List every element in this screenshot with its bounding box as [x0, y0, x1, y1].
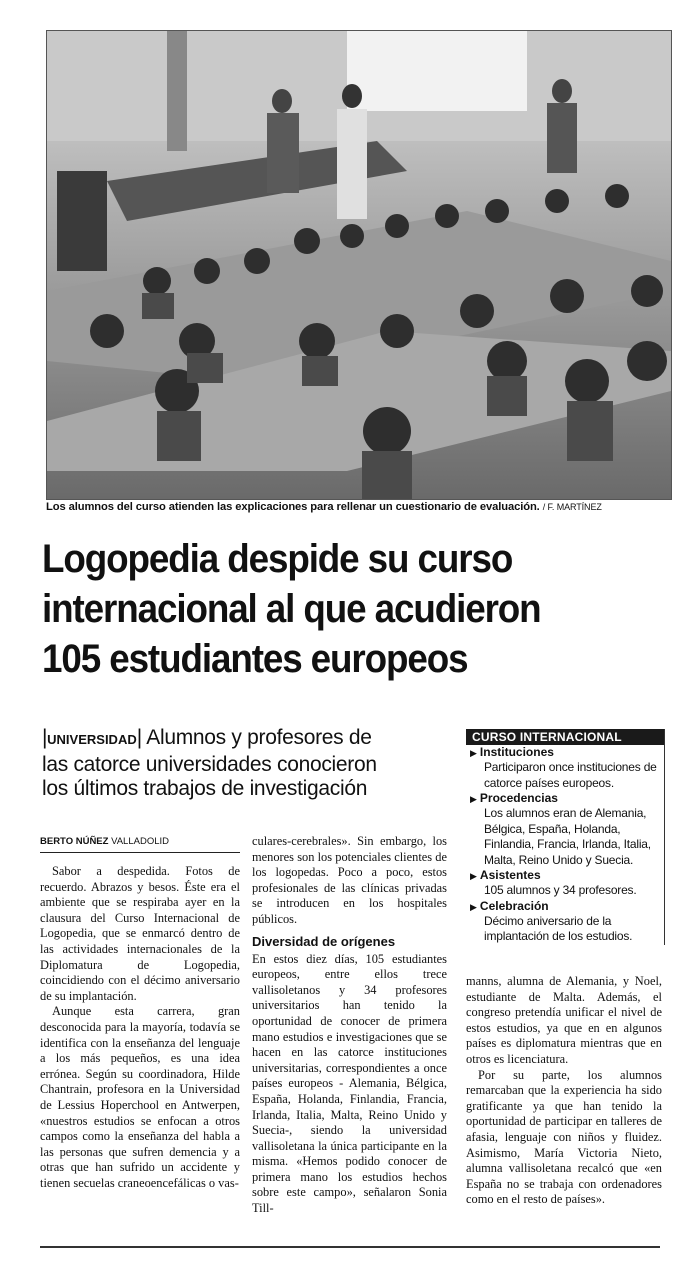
photo-credit: / F. MARTÍNEZ [542, 502, 602, 512]
sidebar-section-title: Instituciones [479, 745, 554, 759]
body-column-3 [466, 974, 662, 1208]
arrow-right-icon: ▶ [470, 901, 477, 912]
byline [40, 836, 240, 847]
headline-line-3: 105 estudiantes europeos [42, 637, 468, 681]
paragraph: Sabor a despedida. Fotos de recuerdo. Abrazos y besos. Éste era el ambiente que se respiraba ayer en la clausura del Curso Internacional de Logopedia, que se enmarcó dentro de las actividades internacionales de la Diplomatura de Logopedia, coincidiendo con el décimo aniversario de su implantación. [40, 864, 240, 1003]
photo-caption [46, 501, 676, 513]
body-column-1 [40, 864, 240, 1191]
paragraph: Por su parte, los alumnos remarcaban que la experiencia ha sido gratificante ya que han tenido la oportunidad de participar en talleres de afasia, lenguaje con niños y fluidez. Asimismo, María Victoria Nieto, alumna vallisoletana recalcó que «en España no se trabaja con ordenadores como en el resto de países». [466, 1067, 662, 1207]
arrow-right-icon: ▶ [470, 871, 477, 881]
arrow-right-icon: ▶ [470, 748, 477, 758]
subhead-line-1: Alumnos y profesores de [146, 726, 372, 749]
author-name: BERTO NÚÑEZ [40, 836, 109, 847]
paragraph: culares-cerebrales». Sin embargo, los menores son los potenciales clientes de los logopedas. Poco a poco, estos profesionales de las clínicas privadas se introducen en los hospitales públicos. [252, 834, 447, 926]
headline [42, 534, 627, 684]
sidebar-section [466, 868, 664, 899]
arrow-right-icon: ▶ [470, 794, 477, 804]
dateline-place: VALLADOLID [111, 836, 169, 847]
subheadline: |UNIVERSIDAD| Alumnos y profesores de las catorce universidades conocieron los últimos trabajos de investigación [42, 726, 462, 802]
headline-line-1: Logopedia despide su curso [42, 537, 513, 581]
body-column-2 [252, 834, 447, 1217]
article-photo [46, 30, 672, 500]
section-tag: UNIVERSIDAD [47, 732, 137, 747]
info-sidebar [466, 729, 665, 945]
sidebar-section [466, 791, 664, 868]
classroom-photo-icon [47, 31, 671, 499]
paragraph: En estos diez días, 105 estudiantes europeos, entre ellos trece vallisoletanos y 34 profesores universitarios han tenido la oportunidad de conocer de primera mano estudios e investigaciones que se hacen en las catorce instituciones universitarias, correspondientes a once países europeos - Alemania, Bélgica, España, Holanda, Finlandia, Francia, Irlanda, Italia, Malta, Reino Unido y Suecia-, siendo la universidad vallisoletana la única participante en la misma. «Hemos podido conocer de primera mano los estudios hechos sobre este campo», señalaron Sonia Till- [252, 951, 447, 1216]
sidebar-section [466, 745, 664, 791]
headline-line-2: internacional al que acudieron [42, 587, 541, 631]
sidebar-section [466, 899, 664, 945]
bottom-divider [40, 1246, 660, 1248]
subhead-line-2: las catorce universidades conocieron [42, 752, 377, 776]
sidebar-section-title: Asistentes [479, 868, 541, 882]
sidebar-section-text: Décimo aniversario de la implantación de los estudios. [484, 913, 633, 943]
subhead-line-3: los últimos trabajos de investigación [42, 777, 368, 800]
section-subtitle: Diversidad de orígenes [252, 933, 396, 949]
sidebar-section-text: Participaron once instituciones de catorce países europeos. [484, 760, 657, 790]
sidebar-section-title: Celebración [479, 898, 549, 913]
sidebar-section-text: Los alumnos eran de Alemania, Bélgica, España, Holanda, Finlandia, Francia, Irlanda, Italia, Malta, Reino Unido y Suecia. [484, 806, 651, 867]
byline-divider [40, 852, 240, 853]
paragraph: manns, alumna de Alemania, y Noel, estudiante de Malta. Además, el congreso pretendía unificar el nivel de estos estudios, ya que en en algunos países es diplomatura mientras que en otros es licenciatura. [466, 974, 662, 1066]
caption-text: Los alumnos del curso atienden las explicaciones para rellenar un cuestionario de evaluación. [46, 501, 540, 513]
sidebar-header: CURSO INTERNACIONAL [466, 729, 664, 745]
sidebar-section-title: Procedencias [479, 791, 558, 805]
paragraph: Aunque esta carrera, gran desconocida para la mayoría, todavía se identifica con la enseñanza del lenguaje a los más pequeños, es una idea errónea. Según su coordinadora, Hilde Chantrain, profesora en la Universidad de Lessius Hoperchool en Antwerpen, «nuestros estudios se enfocan a otros campos como la enseñanza del habla a las personas que sufren demencia y a otras que han sufrido un accidente y tienen secuelas craneoencefálicas o vas- [40, 1004, 240, 1190]
sidebar-section-text: 105 alumnos y 34 profesores. [484, 883, 637, 897]
